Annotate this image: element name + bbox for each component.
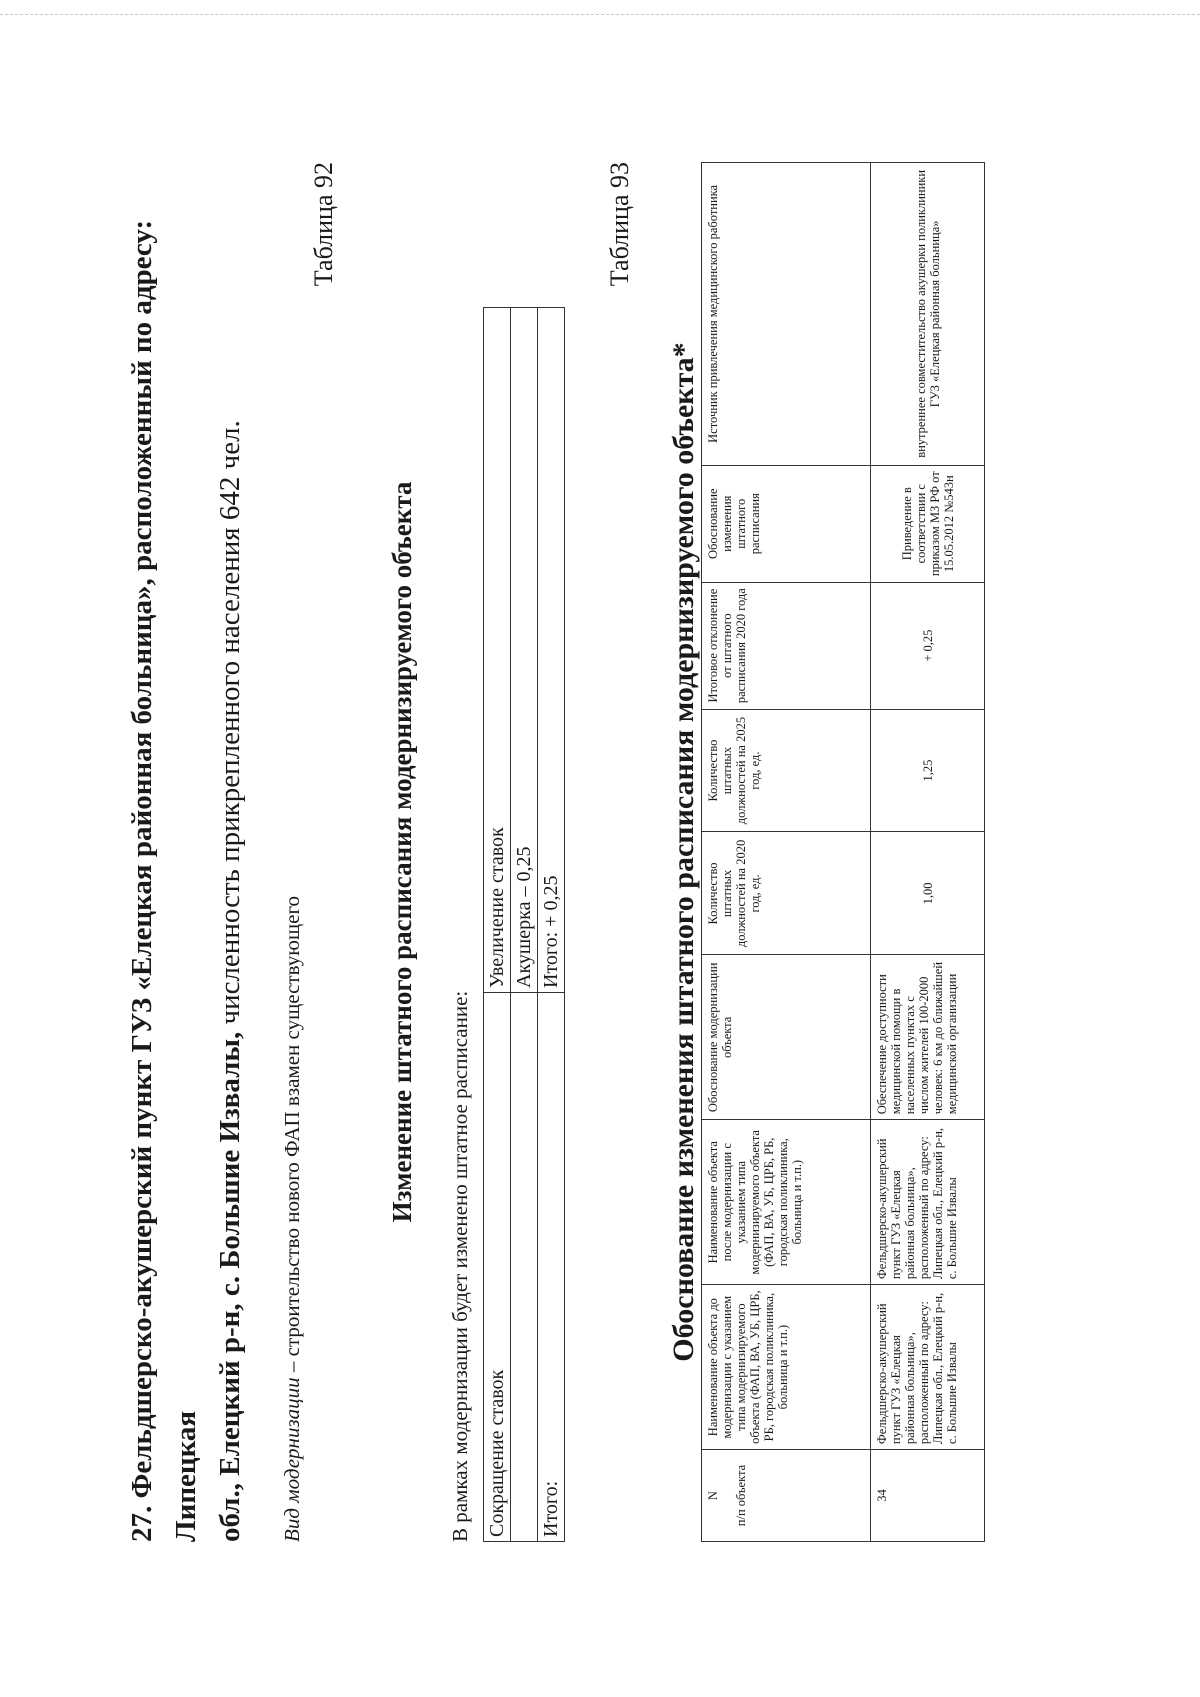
- cell-change-reason: Приведение в соответствии с приказом МЗ РФ от 15.05.2012 №543н: [871, 465, 985, 582]
- table-row: [538, 308, 565, 1542]
- col-header-justification: Обоснование модернизации объекта: [702, 955, 871, 1120]
- object-heading: [120, 162, 252, 1542]
- table-cell: Акушерка – 0,25: [511, 308, 538, 993]
- col-header-deviation: Итоговое отклонение от штатного расписания 2020 года: [702, 582, 871, 709]
- cell-staff-2025: 1,25: [871, 709, 985, 832]
- col-header-name-before: Наименование объекта до модернизации с указанием типа модернизируемого объекта (ФАП, ВА, УБ, ЦРБ, РБ, городская поликлиника, больница и т.п.): [702, 1285, 871, 1450]
- staffing-justification-table: [701, 162, 985, 1542]
- cell-staff-2020: 1,00: [871, 832, 985, 955]
- col-header-source: Источник привлечения медицинского работника: [702, 163, 871, 466]
- cell-justification: Обеспечение доступности медицинской помощи в населенных пунктах с числом жителей 100-2000 человек: 6 км до ближайшей медицинской организации: [871, 955, 985, 1120]
- table-row: [484, 308, 511, 1542]
- staffing-change-table: [483, 307, 565, 1542]
- table-cell: Итого: + 0,25: [538, 308, 565, 993]
- modernization-type: [280, 162, 305, 1542]
- heading-line-1: 27. Фельдшерско-акушерский пункт ГУЗ «Елецкая районная больница», расположенный по адресу: Липецкая: [126, 219, 202, 1542]
- table-92-title: Изменение штатного расписания модернизируемого объекта: [387, 481, 417, 1223]
- heading-line-2: [208, 162, 252, 1542]
- col-header-staff-2025: Количество штатных должностей на 2025 год, ед.: [702, 709, 871, 832]
- table-92-intro: В рамках модернизации будет изменено штатное расписание:: [448, 990, 472, 1542]
- heading-address-end: обл., Елецкий р-н, с. Большие Извалы,: [214, 1031, 246, 1542]
- table-cell: Увеличение ставок: [484, 308, 511, 993]
- table-93-title: Обоснование изменения штатного расписания модернизируемого объекта*: [667, 342, 700, 1362]
- table-cell: Сокращение ставок: [484, 993, 511, 1542]
- cell-number: 34: [871, 1450, 985, 1542]
- table-92-label: Таблица 92: [309, 162, 338, 287]
- col-header-name-after: Наименование объекта после модернизации с указанием типа модернизируемого объекта (ФАП, ВА, УБ, ЦРБ, РБ, городская поликлиника, больница и т.п.): [702, 1120, 871, 1285]
- modernization-label: Вид модернизации: [280, 1377, 304, 1542]
- table-row: [871, 163, 985, 1542]
- table-cell: Итого:: [538, 993, 565, 1542]
- cell-name-before: Фельдшерско-акушерский пункт ГУЗ «Елецкая районная больница», расположенный по адресу: Липецкая обл., Елецкий р-н, с. Большие Извалы: [871, 1285, 985, 1450]
- modernization-text: – строительство нового ФАП взамен существующего: [280, 895, 304, 1378]
- col-header-number: N п/п объекта: [702, 1450, 871, 1542]
- cell-source: внутреннее совместительство акушерки поликлиники ГУЗ «Елецкая районная больница»: [871, 163, 985, 466]
- table-cell: [511, 993, 538, 1542]
- heading-population: численность прикрепленного населения 642 чел.: [214, 420, 246, 1032]
- table-row: [511, 308, 538, 1542]
- col-header-change-reason: Обоснование изменения штатного расписания: [702, 465, 871, 582]
- cell-name-after: Фельдшерско-акушерский пункт ГУЗ «Елецкая районная больница», расположенный по адресу: Липецкая обл., Елецкий р-н, с. Большие Извалы: [871, 1120, 985, 1285]
- page-content: [120, 162, 985, 1542]
- col-header-staff-2020: Количество штатных должностей на 2020 год, ед.: [702, 832, 871, 955]
- cell-deviation: + 0,25: [871, 582, 985, 709]
- table-header-row: [702, 163, 871, 1542]
- table-93-label: Таблица 93: [605, 162, 634, 287]
